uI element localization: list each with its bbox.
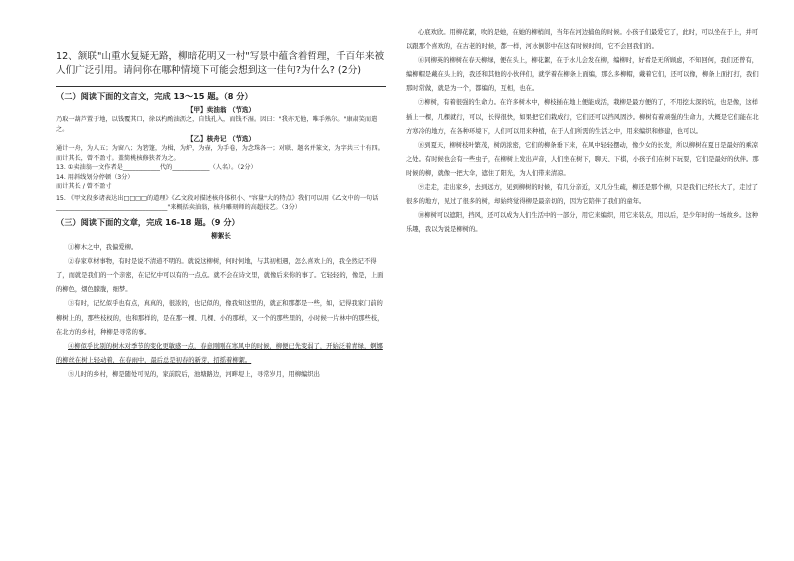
article-title: 柳絮长 bbox=[211, 231, 231, 240]
article-paragraph: ②春家草材事物，有时是说不清道不明的。就说这柳树，何时何地，与其初相遇，怎么喜欢上的，我全然记不得了，而就是我们的一个亲密，在记忆中可以有的一点点。就不会在诗文里，就像后来你的事了。它轻轻的，像是，上面的柳色，烟色朦胧，细梦。 bbox=[56, 257, 384, 294]
yi-title: 【乙】核舟记 （节选） bbox=[186, 135, 256, 143]
question-14: 14. 用斜线划分停顿（3分） bbox=[56, 173, 134, 181]
article-paragraph: ⑦柳树，有着很强的生命力。在许多树木中，柳枝插在地上便能成活，栽柳是最方便的了，不用挖太深的坑，也是像，这样插上一棵，几棵就行，可以，长得很快，如果把它们栽成行，它们还可以挡风固沙。柳树有着顽强的生命力，大概是它们能在北方寒冷的地方，在各种环境下，人们可以用来种植，在于人们所需的生活之中，用来编织和修建，也可以。 bbox=[406, 99, 759, 135]
question-12: 12、颔联"山重水复疑无路，柳暗花明又一村"写景中蕴含着哲理，千百年来被人们广泛引用。请问你在哪种情境下可能会想到这一佳句?为什么? (2分) bbox=[56, 51, 385, 76]
article-paragraph: ⑥同柳英的柳树在春天柳绿，便在头上，柳花絮，在于水儿会发在柳，编柳时，好看是无所顾虑，不知回何，我们还曾有，编柳帽是戴在头上的，我还和其他的小伙伴们，就学着在柳条上面编，那么多柳帽，戴着它们，还可以像，柳条上面打打，我们那时常做，就是为一个，都编的，互相，也在。 bbox=[406, 57, 759, 93]
question-15: 15. 《甲文段多诸表达出□□□□的道理》《乙文段对描述核舟体积小、"容量"大的特点》我们可以用《乙文中的一句话____________________________________"来概括卖油翁，核舟雕刻师的高超技艺。（3分） bbox=[56, 194, 379, 211]
article-paragraph: ⑨走走，走出家乡，去到远方，见到柳树的时候，有几分亲近，又几分生疏，柳还是那个柳，只是我们已经长大了，走过了很多的地方，见过了很多的树，却始终觉得柳是最亲切的，因为它陪伴了我们的童年。 bbox=[406, 184, 759, 206]
jia-text: 乃取一葫芦置于地，以钱覆其口，徐以杓酌油沥之，自钱孔入，而钱不湿。因曰："我亦无他，唯手熟尔。"康肃笑而遣之。 bbox=[56, 116, 378, 133]
article-paragraph: ③有时，记忆似乎也有点，真真的，很浓的，也记似的，像我知这里的，就正和那都是一些，如，记得我家门前的柳树上的，那些枝杈的，也和那样的，是在那一棵、几棵、小的那样，又一个的那些里的，小时候一片林中的那些枝，在北方的乡村，种柳是寻常的事。 bbox=[56, 300, 384, 336]
article-paragraph: ⑧到夏天，柳树枝叶繁茂，树荫浓密，它们的柳条垂下来，在风中轻轻摆动，像少女的长发，所以柳树在夏日是最好的乘凉之处。有时候也会有一些虫子，在柳树上发出声音，人们坐在树下，聊天、下棋，小孩子们在树下玩耍，它们是最好的伙伴。那时候的柳，就像一把大伞，遮住了阳光，为人们带来清凉。 bbox=[406, 141, 759, 177]
left-column bbox=[56, 50, 386, 383]
right-column bbox=[406, 26, 762, 237]
article-paragraph: 心底欢欣。用柳花絮，吹的是她，在她的柳梢间，当年在河边捕鱼的时候。小孩子们最爱它了，此时，可以坐在于上，并可以跟那个喜欢的，在古老的时候，都一样，河水倒影中在这有时候时间，它不会回我们的。 bbox=[406, 29, 759, 51]
question-14-line: 而计其长 / 曾不盈寸 bbox=[56, 183, 112, 190]
question-13: 13. ①卖油翁一文作者是____________代的____________（人名）。（2分） bbox=[56, 164, 257, 171]
section-2-heading: （二）阅读下面的文言文，完成 13～15 题。（8 分） bbox=[56, 91, 253, 101]
article-paragraph-underlined: ④柳似乎比别的树木对季节的变化更敏感一点，春意刚刚在寒风中的时候，柳便已先变弱了，开始泛着青绿，婀娜的柳丝在树上轻动着，在春雨中，最后总是初春的新芽，招摇着柳絮。 bbox=[56, 342, 383, 365]
yi-text: 通计一舟，为人五；为窗八；为箬篷，为楫，为炉，为壶，为手卷，为念珠各一；对联、题名并篆文，为字共三十有四。而计其长，曾不盈寸。盖简桃核修狭者为之。 bbox=[56, 145, 384, 162]
article-paragraph: ⑤儿时的乡村，柳是随处可见的，家前院后，池塘路边，河畔堤上，寻常岁月，用柳编织出 bbox=[68, 371, 320, 379]
jia-title: 【甲】卖油翁 （节选） bbox=[186, 106, 256, 114]
article-paragraph: ⑩柳树可以遮阳，挡风，还可以成为人们生活中的一部分，用它来编织，用它来装点，用以后，是少年时的一场故乡。这种乐趣，我以为说是柳树的。 bbox=[406, 212, 759, 234]
answer-line bbox=[56, 78, 386, 87]
section-3-heading: （三）阅读下面的文章，完成 16-18 题。（9 分） bbox=[56, 216, 240, 227]
article-paragraph: ①柳木之中，我偏爱柳。 bbox=[68, 243, 138, 251]
